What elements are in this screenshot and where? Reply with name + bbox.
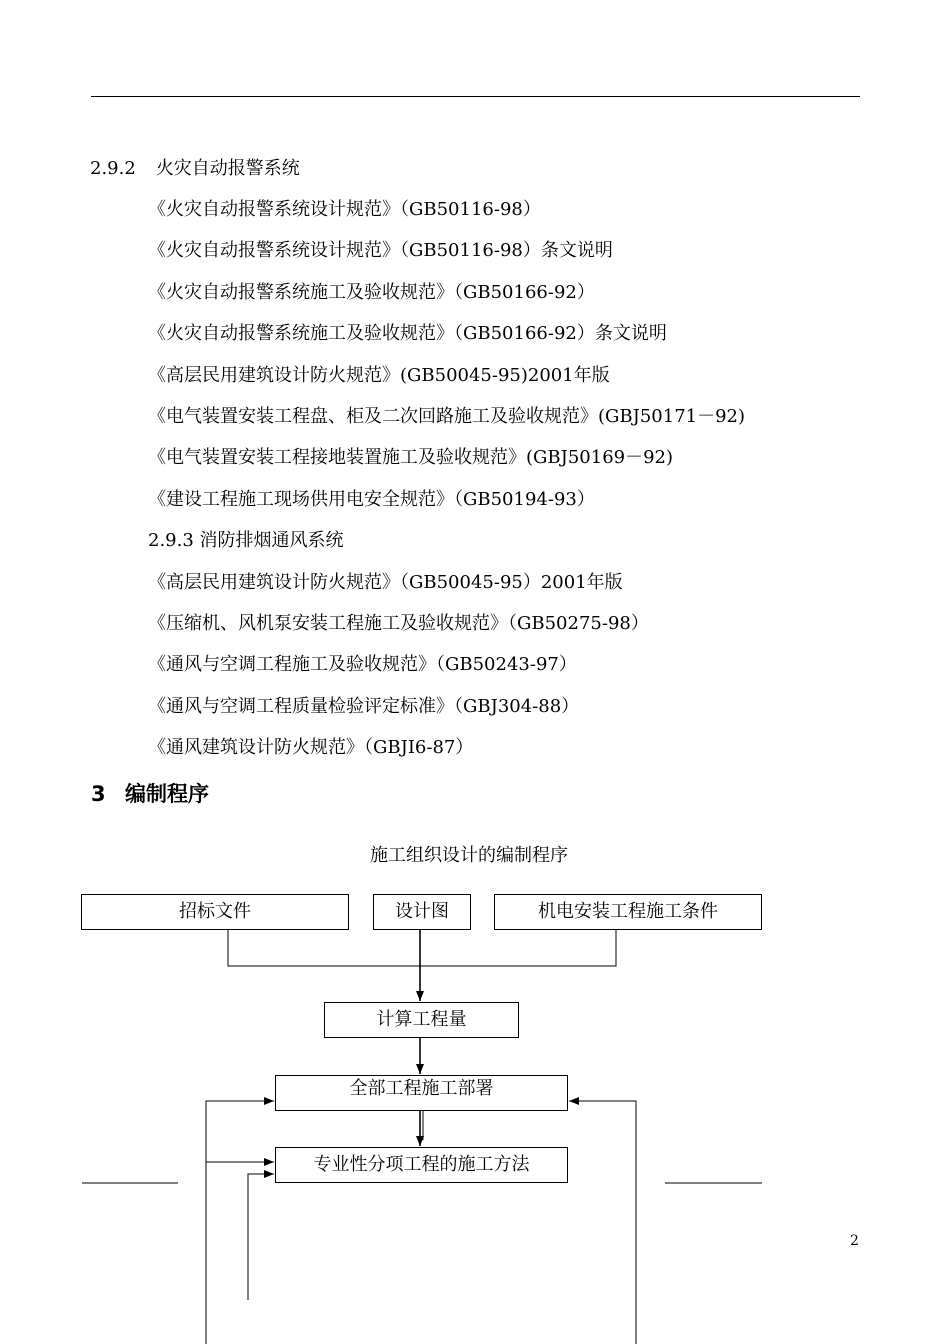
standard-item: 《通风建筑设计防火规范》（GBJI6-87） [148,737,474,758]
standard-item: 《建设工程施工现场供用电安全规范》（GB50194-93） [148,489,595,510]
box-installation-conditions: 机电安装工程施工条件 [494,894,762,930]
standard-item: 《电气装置安装工程接地装置施工及验收规范》(GBJ50169－92) [148,447,674,468]
standard-item: 《通风与空调工程质量检验评定标准》（GBJ304-88） [148,696,580,717]
section-title: 火灾自动报警系统 [155,158,300,179]
section-2-9-3-heading: 2.9.3 消防排烟通风系统 [148,530,344,551]
box-design-drawings: 设计图 [373,894,471,930]
left-feedback-loop [206,1101,274,1344]
standard-item: 《高层民用建筑设计防火规范》（GB50045-95）2001年版 [148,572,623,593]
standard-item: 《压缩机、风机泵安装工程施工及验收规范》（GB50275-98） [148,613,649,634]
standard-item: 《火灾自动报警系统施工及验收规范》（GB50166-92） [148,282,595,303]
box-calculate-quantities: 计算工程量 [324,1002,519,1038]
box-specialized-methods: 专业性分项工程的施工方法 [275,1147,568,1183]
standard-item: 《火灾自动报警系统设计规范》（GB50116-98） [148,199,541,220]
standard-item: 《火灾自动报警系统设计规范》（GB50116-98）条文说明 [148,240,613,261]
standard-item: 《火灾自动报警系统施工及验收规范》（GB50166-92）条文说明 [148,323,667,344]
section-number: 2.9.2 [90,158,136,179]
standard-item: 《通风与空调工程施工及验收规范》（GB50243-97） [148,654,577,675]
right-feedback-loop [569,1101,636,1344]
section-title: 编制程序 [125,782,209,806]
page-number: 2 [850,1233,859,1249]
standard-item: 《高层民用建筑设计防火规范》(GB50045-95)2001年版 [148,365,610,386]
section-number: 3 [91,782,106,806]
standard-item: 《电气装置安装工程盘、柜及二次回路施工及验收规范》(GBJ50171－92) [148,406,746,427]
input-collector-line [228,930,616,966]
inner-left-feedback [248,1174,274,1300]
box-overall-deployment: 全部工程施工部署 [275,1075,568,1111]
flowchart-caption: 施工组织设计的编制程序 [370,845,568,866]
box-bidding-documents: 招标文件 [81,894,349,930]
